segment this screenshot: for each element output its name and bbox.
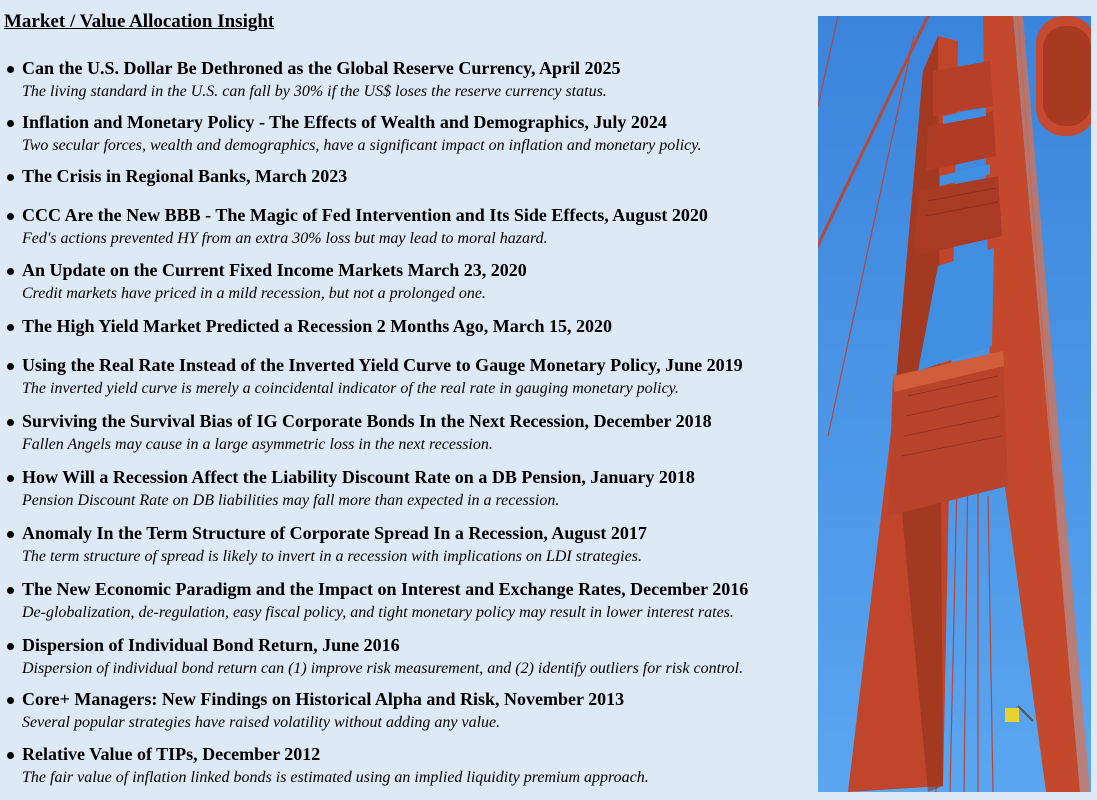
article-summary: Several popular strategies have raised volatility without adding any value. <box>22 714 501 731</box>
bullet-icon <box>7 174 14 181</box>
article-title[interactable]: An Update on the Current Fixed Income Markets March 23, 2020 <box>22 260 527 280</box>
bullet-icon <box>7 531 14 538</box>
page-title: Market / Value Allocation Insight <box>4 11 275 32</box>
bullet-icon <box>7 120 14 127</box>
article-title[interactable]: Surviving the Survival Bias of IG Corporate Bonds In the Next Recession, December 2018 <box>22 411 712 431</box>
article-title[interactable]: Dispersion of Individual Bond Return, June 2016 <box>22 635 400 655</box>
article-summary: Two secular forces, wealth and demographics, have a significant impact on inflation and monetary policy. <box>22 137 702 154</box>
bullet-icon <box>7 66 14 73</box>
article-title[interactable]: Core+ Managers: New Findings on Historical Alpha and Risk, November 2013 <box>22 689 625 709</box>
article-title[interactable]: Relative Value of TIPs, December 2012 <box>22 744 321 764</box>
article-title[interactable]: The Crisis in Regional Banks, March 2023 <box>22 166 348 186</box>
article-title[interactable]: Can the U.S. Dollar Be Dethroned as the Global Reserve Currency, April 2025 <box>22 58 621 78</box>
article-summary: Dispersion of individual bond return can (1) improve risk measurement, and (2) identify outliers for risk control. <box>22 660 744 677</box>
article-summary: Fed's actions prevented HY from an extra 30% loss but may lead to moral hazard. <box>22 230 548 247</box>
article-summary: De-globalization, de-regulation, easy fiscal policy, and tight monetary policy may result in lower interest rates. <box>22 604 734 621</box>
bridge-tower-photo <box>818 16 1091 792</box>
article-title[interactable]: CCC Are the New BBB - The Magic of Fed Intervention and Its Side Effects, August 2020 <box>22 205 708 225</box>
bullet-icon <box>7 697 14 704</box>
article-title[interactable]: Anomaly In the Term Structure of Corporate Spread In a Recession, August 2017 <box>22 523 647 543</box>
lamp-housing <box>1036 16 1091 136</box>
article-title[interactable]: How Will a Recession Affect the Liability Discount Rate on a DB Pension, January 2018 <box>22 467 695 487</box>
bullet-icon <box>7 752 14 759</box>
bullet-icon <box>7 363 14 370</box>
article-summary: The living standard in the U.S. can fall by 30% if the US$ loses the reserve currency status. <box>22 83 607 100</box>
bullet-icon <box>7 213 14 220</box>
bullet-icon <box>7 643 14 650</box>
article-title[interactable]: The New Economic Paradigm and the Impact on Interest and Exchange Rates, December 2016 <box>22 579 749 599</box>
article-summary: Fallen Angels may cause in a large asymmetric loss in the next recession. <box>22 436 493 453</box>
article-title[interactable]: Inflation and Monetary Policy - The Effects of Wealth and Demographics, July 2024 <box>22 112 667 132</box>
article-title[interactable]: The High Yield Market Predicted a Recession 2 Months Ago, March 15, 2020 <box>22 316 612 336</box>
bullet-icon <box>7 268 14 275</box>
article-summary: The term structure of spread is likely to invert in a recession with implications on LDI strategies. <box>22 548 642 565</box>
article-summary: The inverted yield curve is merely a coincidental indicator of the real rate in gauging monetary policy. <box>22 380 679 397</box>
bullet-icon <box>7 324 14 331</box>
article-summary: Credit markets have priced in a mild recession, but not a prolonged one. <box>22 285 486 302</box>
article-title[interactable]: Using the Real Rate Instead of the Inverted Yield Curve to Gauge Monetary Policy, June 2019 <box>22 355 743 375</box>
bullet-icon <box>7 475 14 482</box>
article-summary: The fair value of inflation linked bonds is estimated using an implied liquidity premium approach. <box>22 769 649 786</box>
article-summary: Pension Discount Rate on DB liabilities may fall more than expected in a recession. <box>22 492 560 509</box>
bullet-icon <box>7 587 14 594</box>
bullet-icon <box>7 419 14 426</box>
